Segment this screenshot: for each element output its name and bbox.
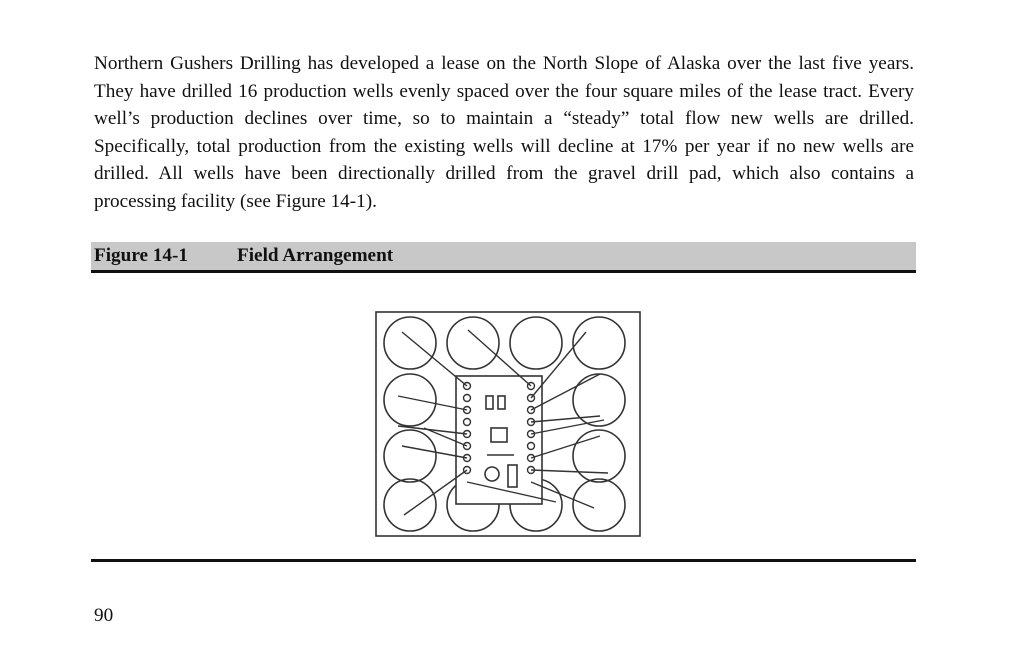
wellhead-marker xyxy=(528,443,535,450)
well-path xyxy=(402,332,467,386)
well-circle xyxy=(384,430,436,482)
well-circle xyxy=(384,374,436,426)
field-arrangement-diagram xyxy=(372,308,644,540)
well-path xyxy=(531,332,586,398)
wellhead-marker xyxy=(464,419,471,426)
figure-caption-bar xyxy=(91,242,916,273)
well-circle xyxy=(573,479,625,531)
well-circle xyxy=(384,317,436,369)
body-paragraph: Northern Gushers Drilling has developed a lease on the North Slope of Alaska over the last five years. They have drilled 16 production wells evenly spaced over the four square miles of the lease tract. Every well’s production declines over time, so to maintain a “steady” total flow new wells are drilled. Specifically, total production from the existing wells will decline at 17% per year if no new wells are drilled. All wells have been directionally drilled from the gravel drill pad, which also contains a processing facility (see Figure 14-1). xyxy=(94,53,914,212)
well-circle xyxy=(573,430,625,482)
wellhead-marker xyxy=(464,395,471,402)
figure-bottom-rule xyxy=(91,559,916,562)
figure-number: Figure 14-1 xyxy=(94,245,188,266)
well-circle xyxy=(510,317,562,369)
page-number: 90 xyxy=(94,605,114,626)
well-circle xyxy=(573,317,625,369)
well-circle xyxy=(447,317,499,369)
well-circle xyxy=(384,479,436,531)
figure-title: Field Arrangement xyxy=(237,245,394,266)
